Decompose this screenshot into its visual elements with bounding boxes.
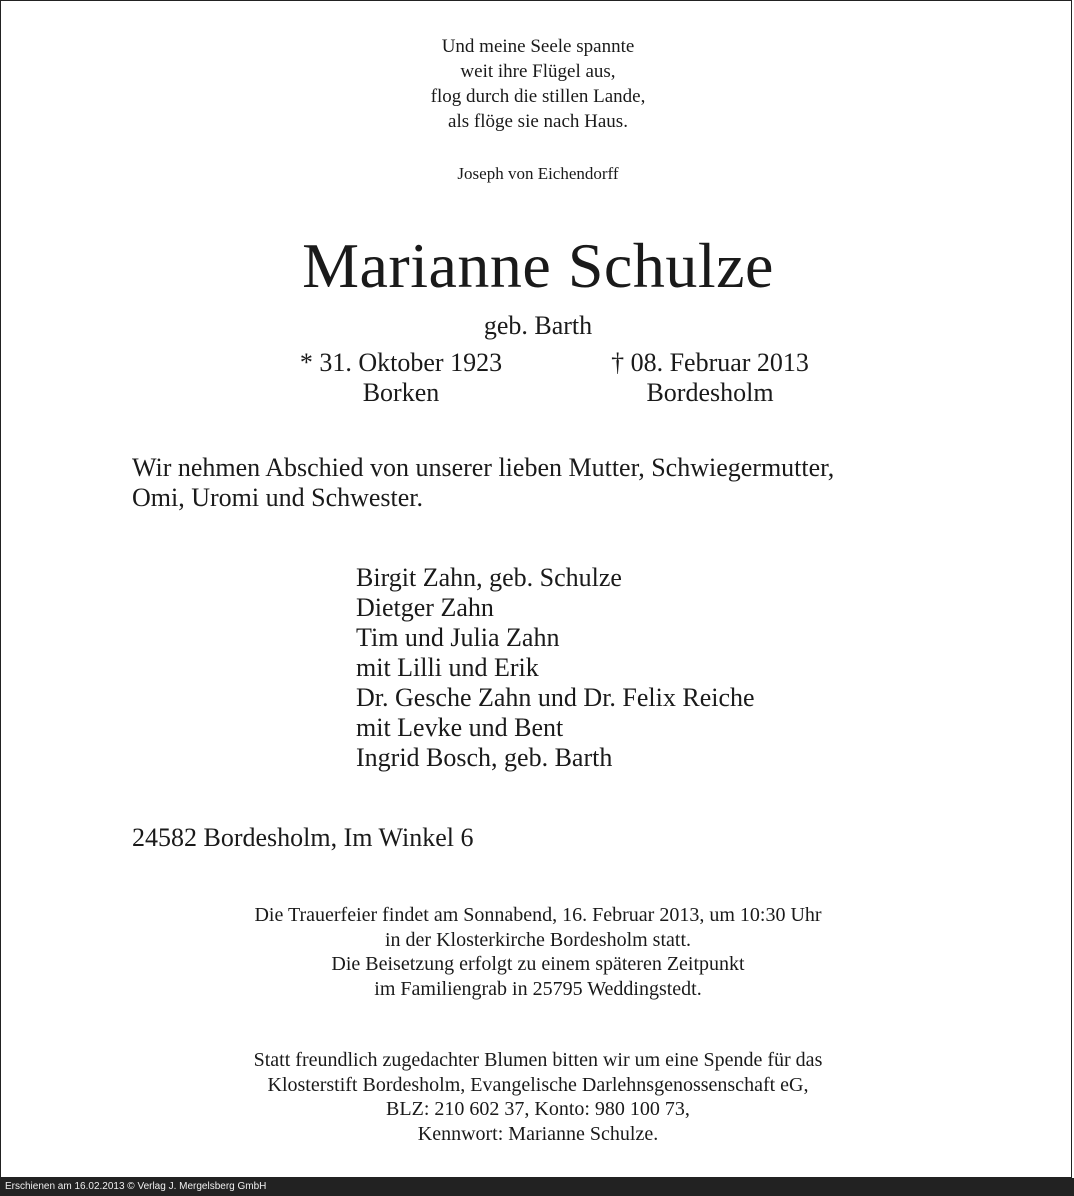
death-place: Bordesholm: [646, 378, 774, 407]
farewell-line: Wir nehmen Abschied von unserer lieben Mutter, Schwiegermutter,: [132, 453, 835, 482]
birth-block: [251, 348, 551, 408]
donation-line: Klosterstift Bordesholm, Evangelische Darlehnsgenossenschaft eG,: [267, 1073, 809, 1096]
death-date: † 08. Februar 2013: [611, 348, 809, 377]
deceased-name: Marianne Schulze: [302, 230, 774, 301]
ceremony-info: [1, 903, 1074, 1001]
donation-line: BLZ: 210 602 37, Konto: 980 100 73,: [386, 1098, 690, 1120]
poem-line: als flöge sie nach Haus.: [448, 111, 628, 132]
address: 24582 Bordesholm, Im Winkel 6: [132, 823, 474, 852]
mourner: Tim und Julia Zahn: [356, 623, 560, 652]
donation-line: Kennwort: Marianne Schulze.: [417, 1122, 659, 1145]
poem-author: Joseph von Eichendorff: [457, 164, 619, 183]
mourner: Dr. Gesche Zahn und Dr. Felix Reiche: [356, 683, 755, 712]
birth-place: Borken: [362, 378, 440, 407]
birth-date: * 31. Oktober 1923: [299, 348, 503, 377]
mourner: Ingrid Bosch, geb. Barth: [356, 743, 613, 772]
donation-info: [1, 1048, 1074, 1146]
poem: [1, 34, 1074, 134]
mourner: Dietger Zahn: [356, 593, 494, 622]
ceremony-line: Die Trauerfeier findet am Sonnabend, 16. Februar 2013, um 10:30 Uhr: [254, 904, 822, 926]
maiden-name: geb. Barth: [483, 311, 593, 340]
poem-line: weit ihre Flügel aus,: [460, 61, 616, 82]
death-block: [546, 348, 874, 408]
donation-line: Statt freundlich zugedachter Blumen bitten wir um eine Spende für das: [253, 1049, 823, 1071]
ceremony-line: Die Beisetzung erfolgt zu einem späteren Zeitpunkt: [331, 953, 745, 975]
poem-line: flog durch die stillen Lande,: [430, 86, 646, 107]
poem-line: Und meine Seele spannte: [441, 36, 635, 57]
farewell-line: Omi, Uromi und Schwester.: [132, 483, 424, 512]
mourners-list: [356, 563, 755, 773]
ceremony-line: in der Klosterkirche Bordesholm statt.: [384, 928, 692, 951]
mourner: mit Levke und Bent: [356, 713, 564, 742]
mourner: mit Lilli und Erik: [356, 653, 539, 682]
publication-footer: Erschienen am 16.02.2013 © Verlag J. Mergelsberg GmbH: [0, 1178, 1074, 1196]
ceremony-line: im Familiengrab in 25795 Weddingstedt.: [374, 977, 702, 1000]
mourner: Birgit Zahn, geb. Schulze: [356, 563, 622, 592]
farewell-text: [132, 453, 1012, 513]
